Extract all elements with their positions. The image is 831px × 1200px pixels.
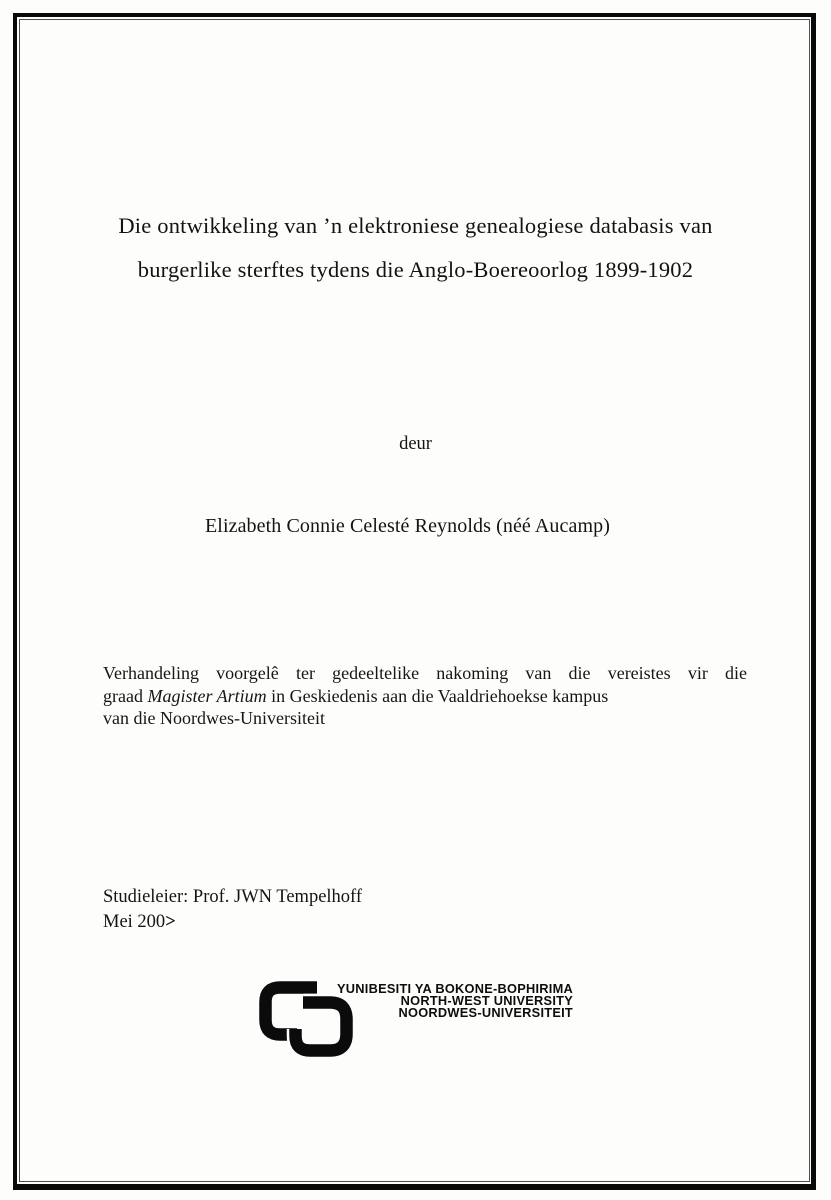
date-line — [103, 910, 362, 935]
degree-name-italic: Magister Artium — [147, 685, 267, 706]
byline-label: deur — [399, 434, 432, 454]
logo-text-english: NORTH-WEST UNIVERSITY — [400, 992, 573, 1008]
date-text: Mei 200 — [103, 912, 166, 932]
degree-statement-line2-post: in Geskiedenis aan die Vaaldriehoekse kampus — [266, 685, 609, 706]
thesis-title — [48, 204, 783, 292]
university-logo — [257, 977, 573, 1061]
degree-statement-line2 — [103, 685, 747, 708]
degree-statement-line2-pre: graad — [103, 685, 148, 706]
university-logo-text — [337, 983, 573, 1018]
date-seven-glyph: > — [165, 911, 176, 933]
thesis-title-line1: Die ontwikkeling van ’n elektroniese genealogiese databasis van — [118, 213, 713, 238]
supervisor-block — [103, 885, 362, 935]
degree-statement-line1: Verhandeling voorgelê ter gedeeltelike nakoming van die vereistes vir die — [103, 663, 747, 683]
author-name: Elizabeth Connie Celesté Reynolds (néé Aucamp) — [204, 515, 611, 537]
logo-text-setswana: YUNIBESITI YA BOKONE-BOPHIRIMA — [337, 981, 573, 996]
degree-statement — [103, 662, 747, 730]
supervisor-line: Studieleier: Prof. JWN Tempelhoff — [103, 887, 363, 907]
thesis-title-line2: burgerlike sterftes tydens die Anglo-Boereoorlog 1899-1902 — [137, 257, 694, 282]
degree-statement-line3: van die Noordwes-Universiteit — [103, 708, 325, 728]
logo-text-afrikaans: NOORDWES-UNIVERSITEIT — [398, 1004, 573, 1020]
